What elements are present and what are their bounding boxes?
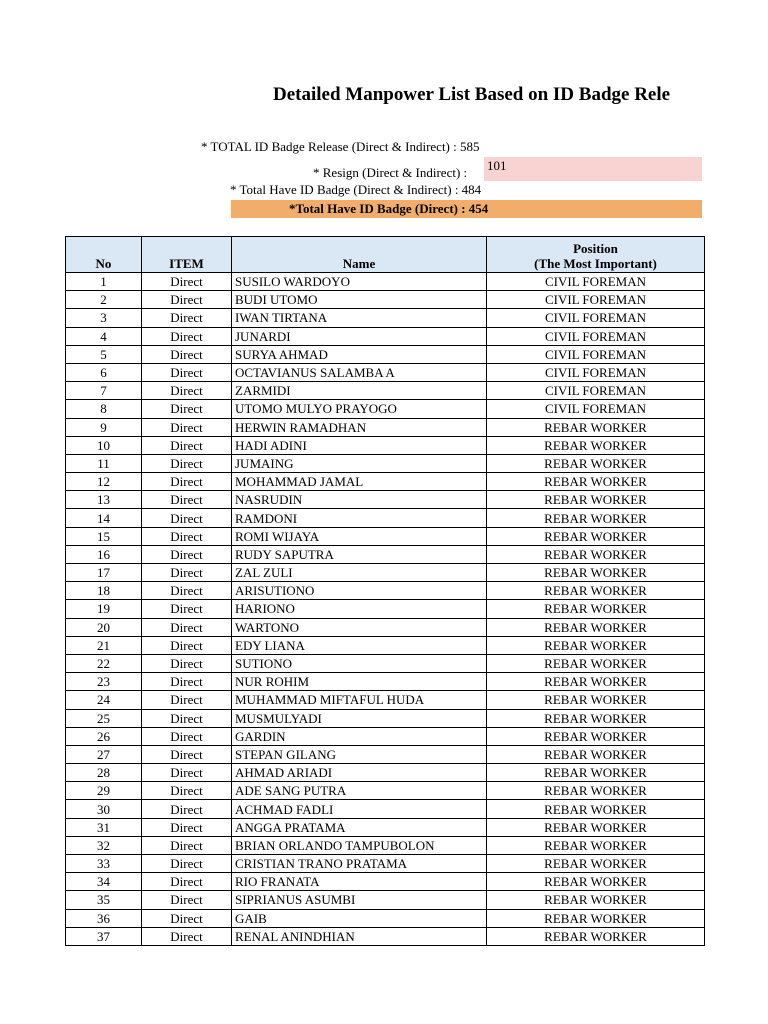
cell-item: Direct — [142, 691, 232, 709]
cell-name: RIO FRANATA — [232, 873, 487, 891]
cell-item: Direct — [142, 291, 232, 309]
table-row — [66, 618, 705, 636]
table-row — [66, 800, 705, 818]
table-row — [66, 654, 705, 672]
cell-item: Direct — [142, 873, 232, 891]
cell-position: REBAR WORKER — [487, 436, 705, 454]
table-row — [66, 745, 705, 763]
cell-no: 27 — [66, 745, 142, 763]
cell-item: Direct — [142, 545, 232, 563]
cell-position: REBAR WORKER — [487, 491, 705, 509]
cell-name: ARISUTIONO — [232, 582, 487, 600]
cell-no: 30 — [66, 800, 142, 818]
cell-name: SIPRIANUS ASUMBI — [232, 891, 487, 909]
cell-name: JUMAING — [232, 454, 487, 472]
summary-total-have: * Total Have ID Badge (Direct & Indirect) : 484 — [230, 182, 482, 197]
table-row — [66, 891, 705, 909]
table-row — [66, 309, 705, 327]
cell-no: 37 — [66, 927, 142, 945]
cell-position: CIVIL FOREMAN — [487, 345, 705, 363]
cell-item: Direct — [142, 654, 232, 672]
cell-no: 5 — [66, 345, 142, 363]
cell-position: CIVIL FOREMAN — [487, 327, 705, 345]
table-row — [66, 545, 705, 563]
cell-item: Direct — [142, 727, 232, 745]
cell-position: REBAR WORKER — [487, 618, 705, 636]
table-row — [66, 454, 705, 472]
summary-resign-value: 101 — [487, 158, 507, 173]
cell-no: 20 — [66, 618, 142, 636]
cell-item: Direct — [142, 509, 232, 527]
cell-position: REBAR WORKER — [487, 600, 705, 618]
table-row — [66, 345, 705, 363]
cell-item: Direct — [142, 327, 232, 345]
cell-name: WARTONO — [232, 618, 487, 636]
cell-name: SUSILO WARDOYO — [232, 273, 487, 291]
cell-position: REBAR WORKER — [487, 673, 705, 691]
cell-position: CIVIL FOREMAN — [487, 382, 705, 400]
cell-name: AHMAD ARIADI — [232, 764, 487, 782]
cell-position: REBAR WORKER — [487, 527, 705, 545]
cell-no: 7 — [66, 382, 142, 400]
cell-no: 2 — [66, 291, 142, 309]
cell-name: ACHMAD FADLI — [232, 800, 487, 818]
cell-no: 14 — [66, 509, 142, 527]
cell-name: SURYA AHMAD — [232, 345, 487, 363]
cell-item: Direct — [142, 564, 232, 582]
cell-item: Direct — [142, 382, 232, 400]
cell-no: 31 — [66, 818, 142, 836]
cell-position: REBAR WORKER — [487, 454, 705, 472]
cell-position: REBAR WORKER — [487, 709, 705, 727]
cell-item: Direct — [142, 745, 232, 763]
cell-item: Direct — [142, 709, 232, 727]
table-body — [66, 273, 705, 946]
cell-name: HERWIN RAMADHAN — [232, 418, 487, 436]
table-row — [66, 818, 705, 836]
cell-no: 12 — [66, 473, 142, 491]
cell-position: REBAR WORKER — [487, 545, 705, 563]
cell-name: ROMI WIJAYA — [232, 527, 487, 545]
cell-item: Direct — [142, 800, 232, 818]
header-position-line1: Position — [573, 241, 618, 256]
cell-position: REBAR WORKER — [487, 891, 705, 909]
cell-position: REBAR WORKER — [487, 727, 705, 745]
table-row — [66, 400, 705, 418]
table-row — [66, 909, 705, 927]
cell-no: 11 — [66, 454, 142, 472]
cell-position: REBAR WORKER — [487, 473, 705, 491]
cell-no: 3 — [66, 309, 142, 327]
cell-no: 19 — [66, 600, 142, 618]
cell-no: 32 — [66, 836, 142, 854]
cell-name: HARIONO — [232, 600, 487, 618]
cell-position: REBAR WORKER — [487, 418, 705, 436]
cell-position: REBAR WORKER — [487, 764, 705, 782]
cell-name: RUDY SAPUTRA — [232, 545, 487, 563]
cell-no: 17 — [66, 564, 142, 582]
cell-no: 36 — [66, 909, 142, 927]
header-position — [487, 237, 705, 273]
cell-name: GARDIN — [232, 727, 487, 745]
cell-name: EDY LIANA — [232, 636, 487, 654]
table-row — [66, 582, 705, 600]
table-row — [66, 273, 705, 291]
cell-item: Direct — [142, 454, 232, 472]
cell-no: 34 — [66, 873, 142, 891]
table-row — [66, 782, 705, 800]
cell-name: GAIB — [232, 909, 487, 927]
cell-position: REBAR WORKER — [487, 836, 705, 854]
cell-position: CIVIL FOREMAN — [487, 400, 705, 418]
cell-position: CIVIL FOREMAN — [487, 273, 705, 291]
cell-no: 4 — [66, 327, 142, 345]
table-row — [66, 673, 705, 691]
cell-name: NUR ROHIM — [232, 673, 487, 691]
header-position-line2: (The Most Important) — [534, 256, 657, 271]
header-name: Name — [232, 237, 487, 273]
cell-position: REBAR WORKER — [487, 855, 705, 873]
summary-total-release: * TOTAL ID Badge Release (Direct & Indirect) : 585 — [201, 139, 480, 154]
cell-name: BUDI UTOMO — [232, 291, 487, 309]
table-row — [66, 764, 705, 782]
table-row — [66, 855, 705, 873]
table-row — [66, 491, 705, 509]
table-row — [66, 527, 705, 545]
cell-item: Direct — [142, 818, 232, 836]
cell-name: ADE SANG PUTRA — [232, 782, 487, 800]
table-row — [66, 509, 705, 527]
cell-no: 13 — [66, 491, 142, 509]
cell-no: 22 — [66, 654, 142, 672]
cell-position: REBAR WORKER — [487, 582, 705, 600]
cell-name: STEPAN GILANG — [232, 745, 487, 763]
cell-no: 8 — [66, 400, 142, 418]
table-row — [66, 709, 705, 727]
cell-position: REBAR WORKER — [487, 509, 705, 527]
cell-item: Direct — [142, 618, 232, 636]
cell-item: Direct — [142, 309, 232, 327]
table-row — [66, 600, 705, 618]
table-row — [66, 291, 705, 309]
table-row — [66, 363, 705, 381]
cell-position: REBAR WORKER — [487, 873, 705, 891]
table-row — [66, 382, 705, 400]
cell-no: 15 — [66, 527, 142, 545]
cell-name: JUNARDI — [232, 327, 487, 345]
table-row — [66, 327, 705, 345]
cell-name: RAMDONI — [232, 509, 487, 527]
cell-name: UTOMO MULYO PRAYOGO — [232, 400, 487, 418]
cell-item: Direct — [142, 418, 232, 436]
cell-name: MUHAMMAD MIFTAFUL HUDA — [232, 691, 487, 709]
cell-name: BRIAN ORLANDO TAMPUBOLON — [232, 836, 487, 854]
cell-no: 16 — [66, 545, 142, 563]
cell-no: 24 — [66, 691, 142, 709]
cell-position: REBAR WORKER — [487, 654, 705, 672]
cell-no: 1 — [66, 273, 142, 291]
cell-no: 28 — [66, 764, 142, 782]
cell-no: 33 — [66, 855, 142, 873]
cell-position: REBAR WORKER — [487, 564, 705, 582]
cell-item: Direct — [142, 527, 232, 545]
cell-no: 29 — [66, 782, 142, 800]
summary-resign-label: * Resign (Direct & Indirect) : — [313, 165, 468, 180]
cell-item: Direct — [142, 636, 232, 654]
cell-name: NASRUDIN — [232, 491, 487, 509]
table-row — [66, 691, 705, 709]
cell-no: 25 — [66, 709, 142, 727]
cell-position: REBAR WORKER — [487, 909, 705, 927]
cell-no: 18 — [66, 582, 142, 600]
cell-item: Direct — [142, 582, 232, 600]
cell-item: Direct — [142, 473, 232, 491]
cell-name: SUTIONO — [232, 654, 487, 672]
header-no: No — [66, 237, 142, 273]
cell-no: 35 — [66, 891, 142, 909]
cell-item: Direct — [142, 927, 232, 945]
table-header-row — [66, 237, 705, 273]
cell-no: 10 — [66, 436, 142, 454]
cell-item: Direct — [142, 891, 232, 909]
cell-item: Direct — [142, 345, 232, 363]
cell-name: IWAN TIRTANA — [232, 309, 487, 327]
cell-name: ZARMIDI — [232, 382, 487, 400]
cell-item: Direct — [142, 836, 232, 854]
cell-item: Direct — [142, 764, 232, 782]
cell-position: CIVIL FOREMAN — [487, 363, 705, 381]
cell-name: HADI ADINI — [232, 436, 487, 454]
cell-no: 9 — [66, 418, 142, 436]
table-row — [66, 727, 705, 745]
cell-name: OCTAVIANUS SALAMBA A — [232, 363, 487, 381]
cell-name: RENAL ANINDHIAN — [232, 927, 487, 945]
cell-name: MUSMULYADI — [232, 709, 487, 727]
cell-no: 6 — [66, 363, 142, 381]
cell-item: Direct — [142, 491, 232, 509]
manpower-table — [65, 236, 705, 946]
cell-position: REBAR WORKER — [487, 691, 705, 709]
cell-item: Direct — [142, 273, 232, 291]
cell-name: ZAL ZULI — [232, 564, 487, 582]
cell-item: Direct — [142, 436, 232, 454]
cell-no: 21 — [66, 636, 142, 654]
cell-position: REBAR WORKER — [487, 745, 705, 763]
page-title-text: Detailed Manpower List Based on ID Badge Rele — [273, 84, 671, 105]
cell-position: CIVIL FOREMAN — [487, 309, 705, 327]
cell-item: Direct — [142, 782, 232, 800]
cell-item: Direct — [142, 909, 232, 927]
table-row — [66, 418, 705, 436]
summary-total-direct: *Total Have ID Badge (Direct) : 454 — [289, 201, 489, 216]
cell-item: Direct — [142, 855, 232, 873]
cell-no: 23 — [66, 673, 142, 691]
header-item: ITEM — [142, 237, 232, 273]
cell-item: Direct — [142, 363, 232, 381]
summary-total-direct-cell — [231, 200, 702, 218]
cell-position: REBAR WORKER — [487, 800, 705, 818]
cell-position: CIVIL FOREMAN — [487, 291, 705, 309]
table-row — [66, 636, 705, 654]
summary-resign-value-cell — [484, 157, 702, 181]
cell-position: REBAR WORKER — [487, 818, 705, 836]
cell-name: CRISTIAN TRANO PRATAMA — [232, 855, 487, 873]
cell-position: REBAR WORKER — [487, 636, 705, 654]
table-row — [66, 473, 705, 491]
cell-item: Direct — [142, 600, 232, 618]
cell-name: ANGGA PRATAMA — [232, 818, 487, 836]
cell-no: 26 — [66, 727, 142, 745]
cell-position: REBAR WORKER — [487, 927, 705, 945]
cell-item: Direct — [142, 673, 232, 691]
table-row — [66, 836, 705, 854]
cell-item: Direct — [142, 400, 232, 418]
cell-name: MOHAMMAD JAMAL — [232, 473, 487, 491]
cell-position: REBAR WORKER — [487, 782, 705, 800]
table-row — [66, 564, 705, 582]
table-row — [66, 927, 705, 945]
table-row — [66, 873, 705, 891]
table-row — [66, 436, 705, 454]
